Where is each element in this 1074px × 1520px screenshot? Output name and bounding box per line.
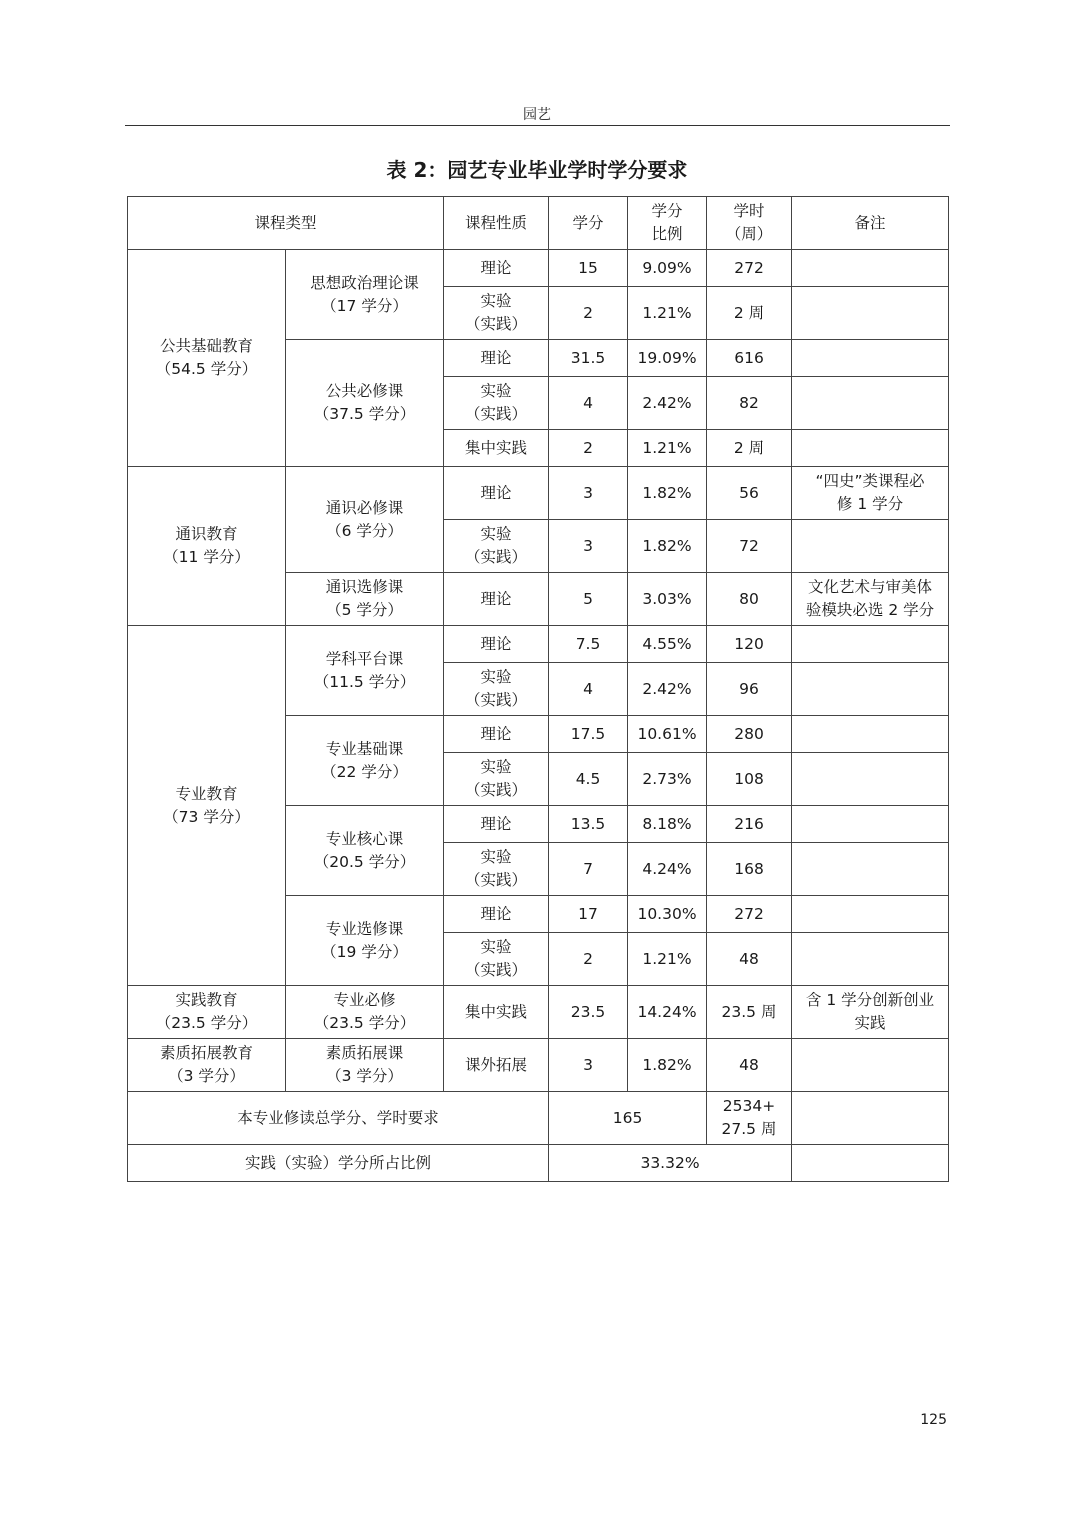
hours-cell: 48 [707,933,792,986]
hours-cell: 272 [707,896,792,933]
table-row [128,467,949,520]
subcategory-cell: 专业基础课 （22 学分） [286,716,444,806]
note-cell [792,663,949,716]
nature-cell: 理论 [444,250,549,287]
note-cell [792,933,949,986]
nature-cell: 理论 [444,716,549,753]
category-cell: 素质拓展教育 （3 学分） [128,1039,286,1092]
subcategory-cell: 思想政治理论课 （17 学分） [286,250,444,340]
ratio-cell: 9.09% [628,250,707,287]
hours-cell: 72 [707,520,792,573]
subcategory-cell: 公共必修课 （37.5 学分） [286,340,444,467]
header-rule [125,125,950,126]
ratio-cell: 1.82% [628,467,707,520]
totals-hours: 2534+ 27.5 周 [707,1092,792,1145]
nature-cell: 实验 （实践） [444,663,549,716]
nature-cell: 实验 （实践） [444,843,549,896]
ratio-cell: 2.73% [628,753,707,806]
nature-cell: 实验 （实践） [444,377,549,430]
table-row [128,986,949,1039]
header-row [128,197,949,250]
hours-cell: 108 [707,753,792,806]
totals-row [128,1092,949,1145]
ratio-cell: 8.18% [628,806,707,843]
note-cell: “四史”类课程必 修 1 学分 [792,467,949,520]
credits-cell: 4.5 [549,753,628,806]
credits-cell: 4 [549,377,628,430]
note-cell [792,430,949,467]
note-cell [792,716,949,753]
credits-cell: 4 [549,663,628,716]
practice-ratio-note [792,1145,949,1182]
note-cell [792,753,949,806]
running-header: 园艺 [523,107,551,123]
ratio-cell: 1.82% [628,520,707,573]
hours-cell: 82 [707,377,792,430]
nature-cell: 理论 [444,340,549,377]
subcategory-cell: 素质拓展课 （3 学分） [286,1039,444,1092]
note-cell [792,340,949,377]
note-cell [792,377,949,430]
credits-cell: 13.5 [549,806,628,843]
credits-cell: 17 [549,896,628,933]
nature-cell: 理论 [444,467,549,520]
note-cell [792,520,949,573]
ratio-cell: 19.09% [628,340,707,377]
hours-cell: 48 [707,1039,792,1092]
note-cell [792,843,949,896]
credits-cell: 31.5 [549,340,628,377]
note-cell [792,1039,949,1092]
ratio-cell: 1.21% [628,933,707,986]
credits-cell: 3 [549,467,628,520]
note-cell: 含 1 学分创新创业 实践 [792,986,949,1039]
totals-note [792,1092,949,1145]
hours-cell: 168 [707,843,792,896]
note-cell: 文化艺术与审美体 验模块必选 2 学分 [792,573,949,626]
ratio-cell: 1.21% [628,287,707,340]
credits-cell: 23.5 [549,986,628,1039]
ratio-cell: 2.42% [628,663,707,716]
nature-cell: 理论 [444,626,549,663]
note-cell [792,287,949,340]
practice-ratio-label: 实践（实验）学分所占比例 [128,1145,549,1182]
subcategory-cell: 通识选修课 （5 学分） [286,573,444,626]
hours-cell: 272 [707,250,792,287]
hours-cell: 96 [707,663,792,716]
credits-cell: 5 [549,573,628,626]
hours-cell: 23.5 周 [707,986,792,1039]
ratio-cell: 3.03% [628,573,707,626]
column-header-nature: 课程性质 [444,197,549,250]
credits-cell: 17.5 [549,716,628,753]
credit-requirements-table [127,196,949,1182]
nature-cell: 实验 （实践） [444,933,549,986]
subcategory-cell: 通识必修课 （6 学分） [286,467,444,573]
nature-cell: 理论 [444,573,549,626]
totals-label: 本专业修读总学分、学时要求 [128,1092,549,1145]
ratio-cell: 2.42% [628,377,707,430]
table-row [128,626,949,663]
note-cell [792,250,949,287]
hours-cell: 80 [707,573,792,626]
nature-cell: 集中实践 [444,986,549,1039]
ratio-cell: 10.30% [628,896,707,933]
note-cell [792,896,949,933]
credits-cell: 3 [549,520,628,573]
table-row [128,1039,949,1092]
hours-cell: 616 [707,340,792,377]
table-body [128,197,949,1182]
subcategory-cell: 专业核心课 （20.5 学分） [286,806,444,896]
credits-cell: 3 [549,1039,628,1092]
credits-cell: 2 [549,933,628,986]
hours-cell: 56 [707,467,792,520]
column-header-type: 课程类型 [128,197,444,250]
credits-cell: 7 [549,843,628,896]
nature-cell: 理论 [444,896,549,933]
credits-cell: 2 [549,287,628,340]
column-header-hours: 学时 （周） [707,197,792,250]
hours-cell: 280 [707,716,792,753]
table-title: 表 2：园艺专业毕业学时学分要求 [386,158,688,182]
practice-ratio-row [128,1145,949,1182]
nature-cell: 理论 [444,806,549,843]
ratio-cell: 10.61% [628,716,707,753]
nature-cell: 实验 （实践） [444,520,549,573]
credits-cell: 15 [549,250,628,287]
hours-cell: 120 [707,626,792,663]
nature-cell: 课外拓展 [444,1039,549,1092]
ratio-cell: 1.21% [628,430,707,467]
nature-cell: 集中实践 [444,430,549,467]
ratio-cell: 1.82% [628,1039,707,1092]
note-cell [792,806,949,843]
hours-cell: 2 周 [707,287,792,340]
category-cell: 通识教育 （11 学分） [128,467,286,626]
nature-cell: 实验 （实践） [444,753,549,806]
subcategory-cell: 专业必修 （23.5 学分） [286,986,444,1039]
credits-cell: 2 [549,430,628,467]
column-header-notes: 备注 [792,197,949,250]
ratio-cell: 4.55% [628,626,707,663]
category-cell: 公共基础教育 （54.5 学分） [128,250,286,467]
practice-ratio-value: 33.32% [549,1145,792,1182]
subcategory-cell: 专业选修课 （19 学分） [286,896,444,986]
hours-cell: 2 周 [707,430,792,467]
totals-credits: 165 [549,1092,707,1145]
subcategory-cell: 学科平台课 （11.5 学分） [286,626,444,716]
column-header-ratio: 学分 比例 [628,197,707,250]
hours-cell: 216 [707,806,792,843]
page-number: 125 [920,1412,947,1428]
table-row [128,250,949,287]
ratio-cell: 14.24% [628,986,707,1039]
category-cell: 实践教育 （23.5 学分） [128,986,286,1039]
nature-cell: 实验 （实践） [444,287,549,340]
category-cell: 专业教育 （73 学分） [128,626,286,986]
credits-cell: 7.5 [549,626,628,663]
note-cell [792,626,949,663]
ratio-cell: 4.24% [628,843,707,896]
column-header-credits: 学分 [549,197,628,250]
